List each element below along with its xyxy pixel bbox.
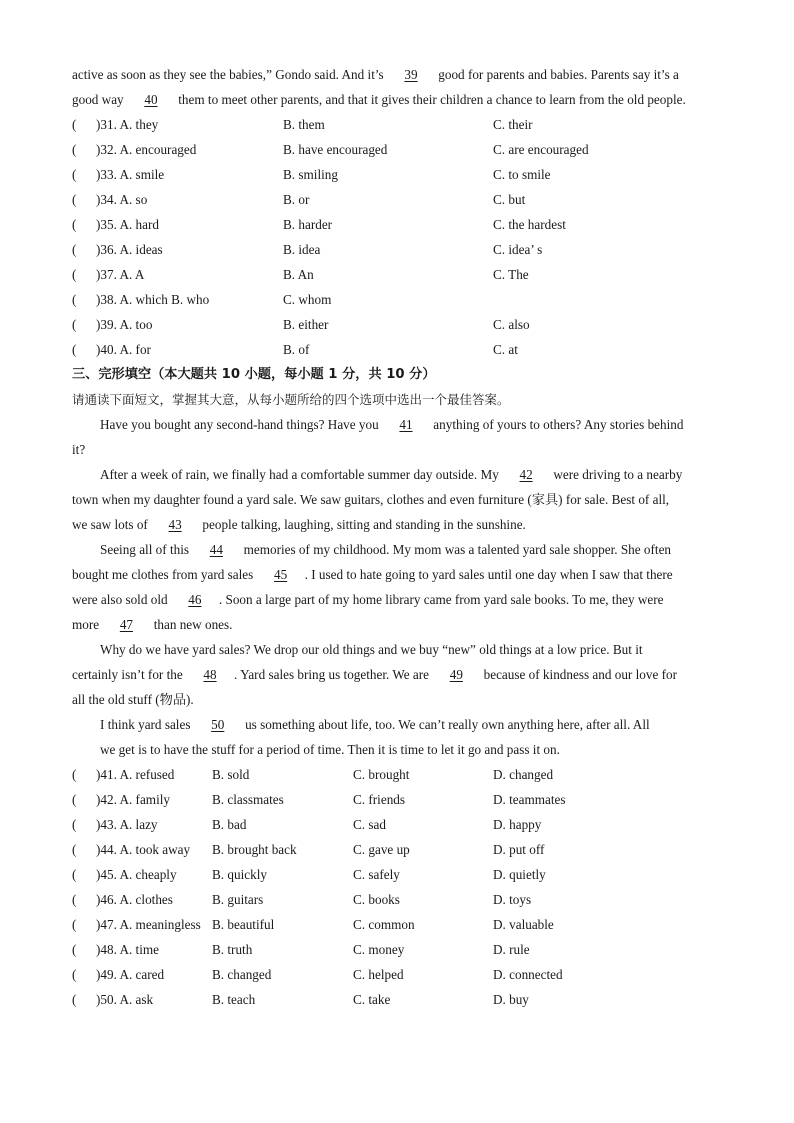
answer-blank: 50: [211, 717, 225, 732]
question-row: [72, 812, 724, 837]
option-d: D. put off: [493, 842, 545, 857]
document-page: [72, 62, 724, 1012]
option-b: B. sold: [212, 767, 250, 782]
text-run: us something about life, too. We can’t really own anything here, after all. All: [241, 717, 650, 732]
option-b: B. bad: [212, 817, 247, 832]
option-d: D. valuable: [493, 917, 554, 932]
answer-paren: (: [72, 892, 77, 907]
option-b: B. classmates: [212, 792, 284, 807]
text-run: . Soon a large part of my home library came from yard sale books. To me, they were: [218, 592, 664, 607]
option-d: D. rule: [493, 942, 530, 957]
text-run: them to meet other parents, and that it gives their children a chance to learn from the old people.: [174, 92, 686, 107]
option-b: B. or: [283, 192, 310, 207]
option-a: )48. A. time: [96, 942, 160, 957]
option-b: B. them: [283, 117, 325, 132]
answer-paren: (: [72, 242, 77, 257]
question-list-part3: [72, 762, 724, 1012]
text-line: [72, 437, 724, 462]
text-run: good for parents and babies. Parents say it’s a: [434, 67, 679, 82]
text-line: [72, 512, 724, 537]
text-line: [72, 62, 724, 87]
text-line: [72, 87, 724, 112]
option-b: B. teach: [212, 992, 256, 1007]
answer-paren: (: [72, 192, 77, 207]
section-title: 三、完形填空（本大题共 10 小题，每小题 1 分，共 10 分）: [72, 367, 436, 382]
option-b: B. smiling: [283, 167, 338, 182]
text-line: [72, 537, 724, 562]
option-a: )49. A. cared: [96, 967, 165, 982]
text-run: bought me clothes from yard sales: [72, 567, 257, 582]
option-b: B. guitars: [212, 892, 264, 907]
text-run: it?: [72, 442, 86, 457]
text-line: [72, 737, 724, 762]
option-a: )35. A. hard: [96, 217, 159, 232]
option-a: )50. A. ask: [96, 992, 154, 1007]
text-line: [72, 712, 724, 737]
cloze-passage: [72, 412, 724, 762]
answer-paren: (: [72, 292, 77, 307]
text-run: more: [72, 617, 103, 632]
option-a: )31. A. they: [96, 117, 159, 132]
option-b: B. harder: [283, 217, 333, 232]
option-a: )45. A. cheaply: [96, 867, 177, 882]
option-c: C. the hardest: [493, 217, 566, 232]
text-run: Have you bought any second-hand things? Have you: [100, 417, 382, 432]
answer-blank: 40: [144, 92, 158, 107]
question-row: [72, 762, 724, 787]
answer-paren: (: [72, 967, 77, 982]
answer-paren: (: [72, 867, 77, 882]
answer-blank: 39: [404, 67, 418, 82]
question-row: [72, 887, 724, 912]
option-c: C. The: [493, 267, 529, 282]
option-d: D. connected: [493, 967, 563, 982]
answer-blank: 44: [209, 542, 223, 557]
answer-paren: (: [72, 767, 77, 782]
answer-paren: (: [72, 917, 77, 932]
text-run: than new ones.: [150, 617, 233, 632]
text-line: [72, 487, 724, 512]
option-b: B. An: [283, 267, 314, 282]
option-c: C. but: [493, 192, 526, 207]
option-b: B. either: [283, 317, 329, 332]
option-a: )39. A. too: [96, 317, 153, 332]
option-a: )38. A. which B. who: [96, 292, 210, 307]
question-row: [72, 162, 724, 187]
option-c: C. brought: [353, 767, 410, 782]
option-a: )41. A. refused: [96, 767, 175, 782]
option-a: )46. A. clothes: [96, 892, 173, 907]
section-instruction: 请通读下面短文，掌握其大意，从每小题所给的四个选项中选出一个最佳答案。: [72, 392, 510, 407]
answer-blank: 48: [203, 667, 217, 682]
question-row: [72, 787, 724, 812]
option-a: )32. A. encouraged: [96, 142, 197, 157]
text-run: good way: [72, 92, 127, 107]
answer-paren: (: [72, 217, 77, 232]
option-b: B. have encouraged: [283, 142, 388, 157]
option-d: D. teammates: [493, 792, 566, 807]
text-run: all the old stuff (物品).: [72, 692, 194, 707]
text-run: were driving to a nearby: [550, 467, 683, 482]
text-run: . Yard sales bring us together. We are: [234, 667, 433, 682]
question-row: [72, 237, 724, 262]
option-a: )44. A. took away: [96, 842, 191, 857]
option-c: C. books: [353, 892, 400, 907]
text-line: [72, 587, 724, 612]
option-a: )37. A. A: [96, 267, 145, 282]
answer-blank: 42: [519, 467, 533, 482]
answer-blank: 49: [449, 667, 463, 682]
text-run: memories of my childhood. My mom was a talented yard sale shopper. She often: [240, 542, 672, 557]
question-row: [72, 112, 724, 137]
text-run: because of kindness and our love for: [480, 667, 677, 682]
option-b: B. idea: [283, 242, 321, 257]
answer-paren: (: [72, 317, 77, 332]
question-row: [72, 862, 724, 887]
text-run: Why do we have yard sales? We drop our old things and we buy “new” old things at a low price. But it: [100, 642, 643, 657]
text-run: active as soon as they see the babies,” Gondo said. And it’s: [72, 67, 387, 82]
answer-paren: (: [72, 817, 77, 832]
question-row: [72, 312, 724, 337]
answer-paren: (: [72, 992, 77, 1007]
text-run: we get is to have the stuff for a period of time. Then it is time to let it go and pass it on.: [100, 742, 560, 757]
text-run: After a week of rain, we finally had a comfortable summer day outside. My: [100, 467, 503, 482]
option-b: B. quickly: [212, 867, 267, 882]
text-line: [72, 662, 724, 687]
question-list-part2: [72, 112, 724, 362]
text-run: anything of yours to others? Any stories behind: [430, 417, 684, 432]
option-c: C. their: [493, 117, 533, 132]
option-b: B. beautiful: [212, 917, 275, 932]
option-a: )34. A. so: [96, 192, 148, 207]
answer-paren: (: [72, 117, 77, 132]
option-c: C. safely: [353, 867, 400, 882]
text-line: [72, 462, 724, 487]
answer-paren: (: [72, 342, 77, 357]
option-c: C. money: [353, 942, 405, 957]
option-b: B. of: [283, 342, 310, 357]
intro-text: [72, 62, 724, 112]
text-run: were also sold old: [72, 592, 171, 607]
option-d: D. quietly: [493, 867, 546, 882]
option-c: C. friends: [353, 792, 406, 807]
question-row: [72, 912, 724, 937]
answer-paren: (: [72, 792, 77, 807]
option-b: B. changed: [212, 967, 272, 982]
option-a: )36. A. ideas: [96, 242, 163, 257]
option-d: D. changed: [493, 767, 554, 782]
answer-blank: 46: [188, 592, 202, 607]
question-row: [72, 837, 724, 862]
answer-blank: 45: [274, 567, 288, 582]
question-row: [72, 337, 724, 362]
option-a: )40. A. for: [96, 342, 151, 357]
answer-paren: (: [72, 842, 77, 857]
option-c: C. helped: [353, 967, 404, 982]
option-c: C. at: [493, 342, 518, 357]
option-c: C. are encouraged: [493, 142, 589, 157]
answer-paren: (: [72, 267, 77, 282]
option-c: C. also: [493, 317, 530, 332]
text-run: I think yard sales: [100, 717, 194, 732]
text-line: [72, 612, 724, 637]
option-b: B. brought back: [212, 842, 297, 857]
option-a: )33. A. smile: [96, 167, 165, 182]
question-row: [72, 287, 724, 312]
text-run: we saw lots of: [72, 517, 152, 532]
text-line: [72, 562, 724, 587]
answer-blank: 43: [168, 517, 182, 532]
option-c: C. common: [353, 917, 415, 932]
option-c: C. take: [353, 992, 391, 1007]
question-row: [72, 187, 724, 212]
text-run: people talking, laughing, sitting and standing in the sunshine.: [199, 517, 526, 532]
question-row: [72, 137, 724, 162]
option-c: C. to smile: [493, 167, 551, 182]
answer-blank: 47: [119, 617, 133, 632]
option-b: C. whom: [283, 292, 332, 307]
answer-paren: (: [72, 942, 77, 957]
text-run: . I used to hate going to yard sales until one day when I saw that there: [304, 567, 673, 582]
option-c: C. gave up: [353, 842, 410, 857]
text-line: [72, 637, 724, 662]
option-d: D. happy: [493, 817, 542, 832]
question-row: [72, 987, 724, 1012]
option-c: C. sad: [353, 817, 386, 832]
answer-blank: 41: [399, 417, 413, 432]
answer-paren: (: [72, 142, 77, 157]
question-row: [72, 262, 724, 287]
option-c: C. idea’ s: [493, 242, 543, 257]
question-row: [72, 937, 724, 962]
option-a: )42. A. family: [96, 792, 170, 807]
question-row: [72, 962, 724, 987]
text-run: town when my daughter found a yard sale. We saw guitars, clothes and even furniture (家具) for sale. Best of all,: [72, 492, 670, 507]
option-a: )43. A. lazy: [96, 817, 158, 832]
option-a: )47. A. meaningless: [96, 917, 201, 932]
text-run: Seeing all of this: [100, 542, 193, 557]
text-run: certainly isn’t for the: [72, 667, 187, 682]
answer-paren: (: [72, 167, 77, 182]
text-line: [72, 687, 724, 712]
option-d: D. toys: [493, 892, 532, 907]
option-b: B. truth: [212, 942, 253, 957]
option-d: D. buy: [493, 992, 529, 1007]
text-line: [72, 412, 724, 437]
question-row: [72, 212, 724, 237]
